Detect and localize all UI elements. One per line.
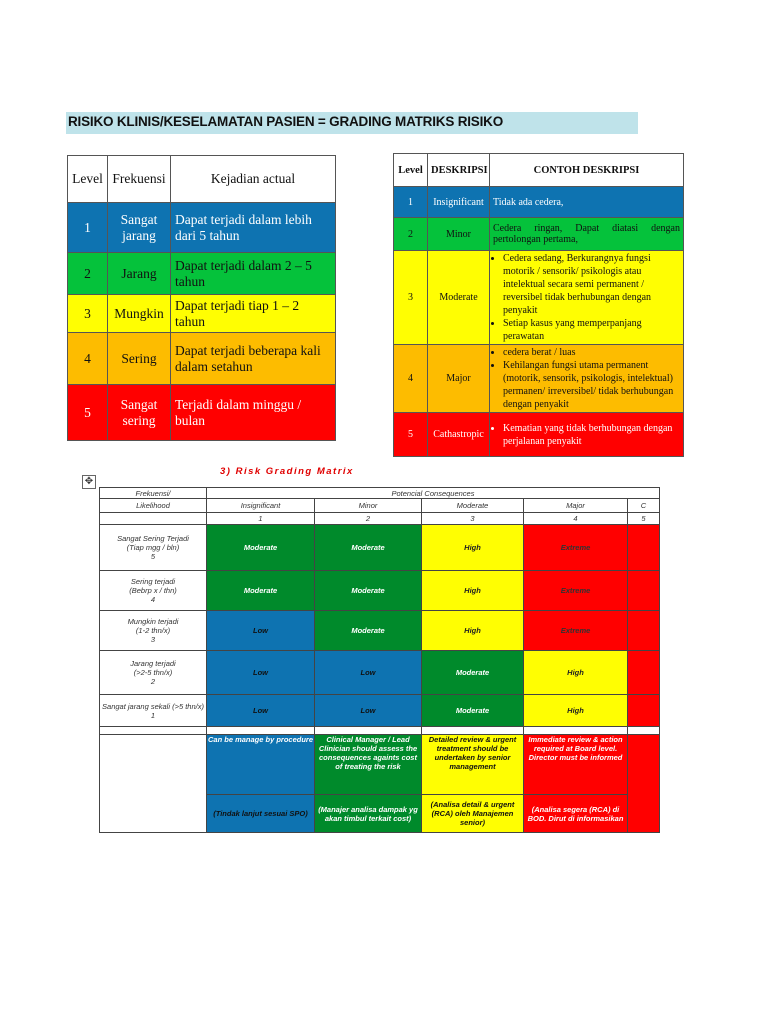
contoh-item: • Setiap kasus yang memperpanjang perawatan (503, 317, 680, 343)
kejadian-cell: Dapat terjadi dalam 2 – 5 tahun (171, 253, 336, 295)
table-row (68, 333, 336, 385)
consequence-label: Minor (315, 499, 422, 513)
freq-header: Frekuensi/ (100, 488, 207, 499)
note-cell: (Analisa detail & urgent (RCA) oleh Manajemen senior) (422, 795, 524, 833)
action-cell: Clinical Manager / Lead Clinician should assess the consequences againts cost of treating the risk (315, 735, 422, 795)
matrix-row (100, 651, 660, 695)
table-row (394, 218, 684, 251)
frekuensi-cell: Sangat sering (108, 385, 171, 441)
move-handle-icon[interactable]: ✥ (82, 475, 96, 489)
likelihood-cell (100, 695, 207, 727)
matrix-row (100, 695, 660, 727)
grade-cell: Low (207, 695, 315, 727)
level-cell: 2 (68, 253, 108, 295)
grade-cell (628, 695, 660, 727)
grade-cell: Low (315, 695, 422, 727)
contoh-cell (490, 251, 684, 345)
kejadian-cell: Dapat terjadi beberapa kali dalam setahun (171, 333, 336, 385)
kejadian-cell: Terjadi dalam minggu / bulan (171, 385, 336, 441)
frekuensi-cell: Sering (108, 333, 171, 385)
consequence-number: 2 (315, 513, 422, 525)
page-title: RISIKO KLINIS/KESELAMATAN PASIEN = GRADING MATRIKS RISIKO (68, 114, 503, 129)
table-header-row (394, 154, 684, 187)
grade-cell: Moderate (422, 695, 524, 727)
note-cell: (Manajer analisa dampak yg akan timbul terkait cost) (315, 795, 422, 833)
grade-cell: High (422, 571, 524, 611)
likelihood-label: Jarang terjadi (130, 659, 176, 668)
likelihood-number: 2 (150, 677, 156, 686)
contoh-item: • Cedera sedang, Berkurangnya fungsi motorik / sensorik/ psikologis atau intelektual secara semi permanent / reversibel tidak berhubungan dengan penyakit (503, 252, 680, 317)
level-cell: 2 (394, 218, 428, 251)
contoh-item: • Kematian yang tidak berhubungan dengan perjalanan penyakit (503, 422, 680, 448)
kejadian-cell: Dapat terjadi tiap 1 – 2 tahun (171, 295, 336, 333)
grade-cell (628, 571, 660, 611)
level-cell: 5 (68, 385, 108, 441)
grade-cell: Low (207, 611, 315, 651)
likelihood-range: (Bebrp x / thn) (129, 586, 177, 595)
consequence-number: 5 (628, 513, 660, 525)
deskripsi-cell: Minor (428, 218, 490, 251)
grade-cell: Moderate (315, 571, 422, 611)
header-level: Level (68, 156, 108, 203)
likelihood-cell (100, 611, 207, 651)
header-contoh: CONTOH DESKRIPSI (490, 154, 684, 187)
grade-cell: Moderate (207, 525, 315, 571)
contoh-cell (490, 345, 684, 413)
header-deskripsi: DESKRIPSI (428, 154, 490, 187)
grade-cell (628, 611, 660, 651)
matrix-row (100, 611, 660, 651)
contoh-cell: Tidak ada cedera, (490, 187, 684, 218)
table-row (394, 187, 684, 218)
grade-cell (628, 651, 660, 695)
header-kejadian: Kejadian actual (171, 156, 336, 203)
grade-cell: High (524, 651, 628, 695)
contoh-item: • Kehilangan fungsi utama permanent (motorik, sensorik, psikologis, intelektual) permanen/ irreversibel/ tidak berhubungan dengan penyakit (503, 359, 680, 411)
deskripsi-cell: Moderate (428, 251, 490, 345)
consequence-label: Moderate (422, 499, 524, 513)
header-frekuensi: Frekuensi (108, 156, 171, 203)
consequence-number: 1 (207, 513, 315, 525)
kejadian-cell: Dapat terjadi dalam lebih dari 5 tahun (171, 203, 336, 253)
note-cell: (Tindak lanjut sesuai SPO) (207, 795, 315, 833)
contoh-cell: Cedera ringan, Dapat diatasi dengan pertolongan pertama, (490, 218, 684, 251)
action-cell: Detailed review & urgent treatment should be undertaken by senior management (422, 735, 524, 795)
table-row (68, 203, 336, 253)
likelihood-label: Mungkin terjadi (127, 617, 179, 626)
likelihood-number: 1 (150, 710, 156, 720)
level-cell: 1 (68, 203, 108, 253)
action-cell: Can be manage by procedure (207, 735, 315, 795)
table-row (394, 345, 684, 413)
table-row (68, 385, 336, 441)
consequence-label: Major (524, 499, 628, 513)
level-cell: 4 (68, 333, 108, 385)
grade-cell: Moderate (422, 651, 524, 695)
matrix-header-row (100, 499, 660, 513)
consequence-number: 3 (422, 513, 524, 525)
header-level: Level (394, 154, 428, 187)
note-cell: (Analisa segera (RCA) di BOD. Dirut di informasikan (524, 795, 628, 833)
likelihood-number: 5 (150, 552, 156, 561)
likelihood-number: 4 (150, 595, 156, 604)
consequence-label: Insignificant (207, 499, 315, 513)
grade-cell: Extreme (524, 571, 628, 611)
likelihood-number: 3 (150, 635, 156, 644)
frekuensi-cell: Mungkin (108, 295, 171, 333)
matrix-row (100, 525, 660, 571)
deskripsi-cell: Insignificant (428, 187, 490, 218)
risk-grading-matrix (99, 487, 660, 833)
grade-cell: Moderate (315, 525, 422, 571)
consequence-header: Potencial Consequences (207, 488, 660, 499)
level-cell: 1 (394, 187, 428, 218)
deskripsi-cell: Major (428, 345, 490, 413)
table-row (68, 295, 336, 333)
likelihood-header: Likelihood (100, 499, 207, 513)
grade-cell: High (524, 695, 628, 727)
deskripsi-cell: Cathastropic (428, 413, 490, 457)
frekuensi-cell: Jarang (108, 253, 171, 295)
likelihood-label: Sangat Sering Terjadi (117, 534, 189, 543)
grade-cell: Extreme (524, 611, 628, 651)
likelihood-cell (100, 525, 207, 571)
table-header-row (68, 156, 336, 203)
contoh-cell (490, 413, 684, 457)
consequence-table-wrapper (393, 153, 680, 447)
action-cell: Immediate review & action required at Board level. Director must be informed (524, 735, 628, 795)
likelihood-cell (100, 571, 207, 611)
level-cell: 3 (68, 295, 108, 333)
consequence-number: 4 (524, 513, 628, 525)
frequency-table (67, 155, 336, 441)
level-cell: 3 (394, 251, 428, 345)
grade-cell: Low (315, 651, 422, 695)
grade-cell: Low (207, 651, 315, 695)
table-row (68, 253, 336, 295)
likelihood-label: Sering terjadi (130, 577, 176, 586)
likelihood-range: (1-2 thn/x) (135, 626, 171, 635)
consequence-label: C (628, 499, 660, 513)
matrix-header-row (100, 513, 660, 525)
table-row (394, 251, 684, 345)
level-cell: 4 (394, 345, 428, 413)
grade-cell: High (422, 611, 524, 651)
matrix-title: 3) Risk Grading Matrix (220, 466, 354, 477)
frekuensi-cell: Sangat jarang (108, 203, 171, 253)
matrix-action-row (100, 735, 660, 795)
matrix-header-row (100, 488, 660, 499)
grade-cell: High (422, 525, 524, 571)
likelihood-label: Sangat jarang sekali (>5 thn/x) (102, 701, 204, 711)
contoh-item: • cedera berat / luas (503, 346, 680, 359)
matrix-spacer-row (100, 727, 660, 735)
consequence-table (393, 153, 684, 457)
table-row (394, 413, 684, 457)
grade-cell: Moderate (207, 571, 315, 611)
likelihood-cell (100, 651, 207, 695)
grade-cell (628, 525, 660, 571)
likelihood-range: (>2-5 thn/x) (133, 668, 173, 677)
risk-grading-matrix-wrapper (99, 487, 647, 835)
level-cell: 5 (394, 413, 428, 457)
grade-cell: Moderate (315, 611, 422, 651)
matrix-row (100, 571, 660, 611)
grade-cell: Extreme (524, 525, 628, 571)
likelihood-range: (Tiap mgg / bln) (126, 543, 180, 552)
